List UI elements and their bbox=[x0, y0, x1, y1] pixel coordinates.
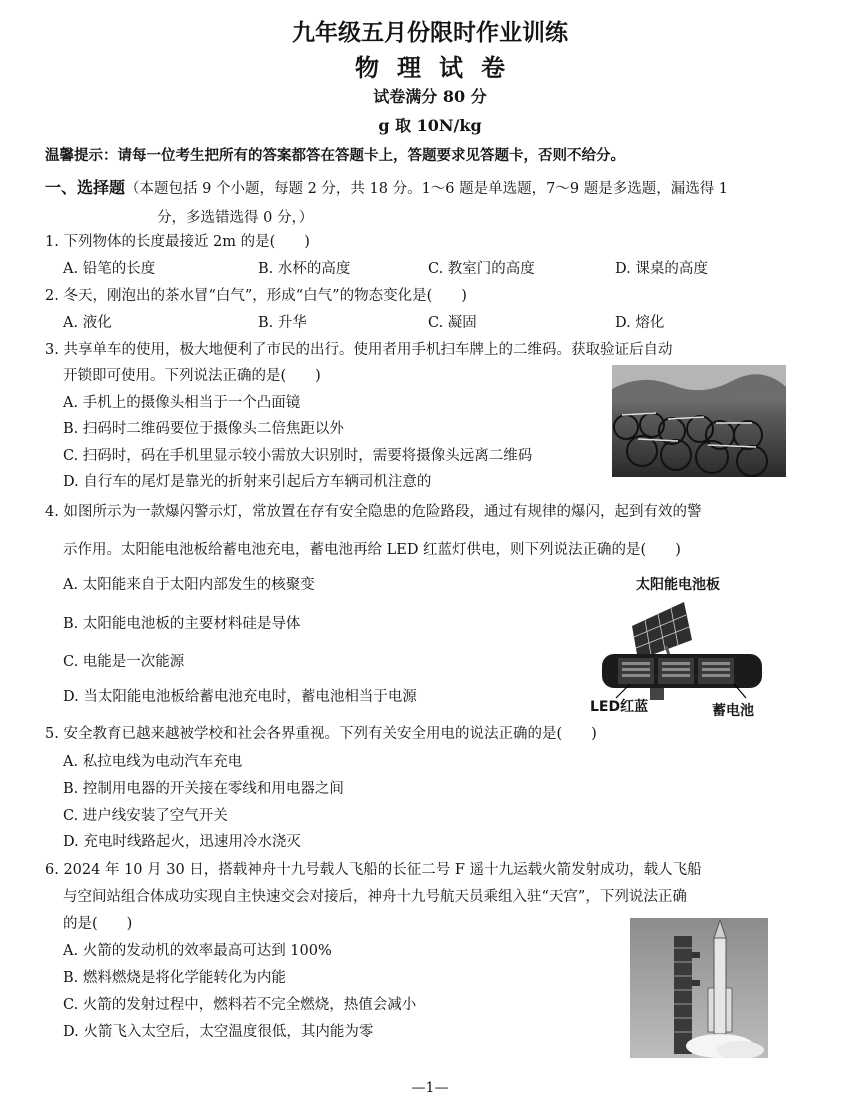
solar-panel-label: 太阳能电池板 bbox=[636, 577, 720, 593]
rocket-launch-photo bbox=[630, 918, 768, 1058]
q2-option-c: C. 凝固 bbox=[428, 315, 477, 331]
q4-option-a: A. 太阳能来自于太阳内部发生的核聚变 bbox=[63, 577, 315, 593]
q6-option-d: D. 火箭飞入太空后，太空温度很低，其内能为零 bbox=[63, 1024, 374, 1040]
q4-option-c: C. 电能是一次能源 bbox=[63, 654, 185, 670]
q1-option-b: B. 水杯的高度 bbox=[258, 261, 351, 277]
q3-option-b: B. 扫码时二维码要位于摄像头二倍焦距以外 bbox=[63, 421, 344, 437]
section-desc-2: 分，多选错选得 0 分，） bbox=[157, 210, 314, 226]
q6-option-a: A. 火箭的发动机的效率最高可达到 100% bbox=[63, 943, 332, 959]
question-4-stem-2: 示作用。太阳能电池板给蓄电池充电，蓄电池再给 LED 红蓝灯供电，则下列说法正确的是( ) bbox=[63, 542, 681, 558]
section-desc-1: （本题包括 9 个小题，每题 2 分，共 18 分。1～6 题是单选题，7～9 题是多选题，漏选得 1 bbox=[125, 181, 729, 197]
warning-light-figure bbox=[596, 596, 776, 700]
shared-bikes-photo bbox=[612, 365, 786, 477]
page-number: —1— bbox=[411, 1080, 449, 1096]
q1-option-c: C. 教室门的高度 bbox=[428, 261, 535, 277]
question-6-stem-1: 6. 2024 年 10 月 30 日，搭载神舟十九号载人飞船的长征二号 F 遥十九运载火箭发射成功，载人飞船 bbox=[45, 862, 702, 878]
question-2-stem: 2. 冬天，刚泡出的茶水冒“白气”，形成“白气”的物态变化是( ) bbox=[45, 288, 467, 304]
q5-option-d: D. 充电时线路起火，迅速用冷水浇灭 bbox=[63, 834, 301, 850]
question-6-stem-3: 的是( ) bbox=[63, 916, 133, 932]
q5-option-b: B. 控制用电器的开关接在零线和用电器之间 bbox=[63, 781, 344, 797]
exam-title: 九年级五月份限时作业训练 bbox=[292, 19, 568, 46]
section-heading bbox=[45, 173, 805, 233]
subject-title: 物理试卷 bbox=[355, 53, 523, 82]
question-5-stem: 5. 安全教育已越来越被学校和社会各界重视。下列有关安全用电的说法正确的是( ) bbox=[45, 726, 597, 742]
section-title: 一、选择题 bbox=[45, 178, 126, 197]
q3-option-a: A. 手机上的摄像头相当于一个凸面镜 bbox=[63, 395, 301, 411]
question-6-stem-2: 与空间站组合体成功实现自主快速交会对接后，神舟十九号航天员乘组入驻“天宫”，下列说法正确 bbox=[63, 889, 687, 905]
notice: 温馨提示：请每一位考生把所有的答案都答在答题卡上，答题要求见答题卡，否则不给分。 bbox=[45, 147, 625, 164]
q6-option-c: C. 火箭的发射过程中，燃料若不完全燃烧，热值会减小 bbox=[63, 997, 417, 1013]
q1-option-d: D. 课桌的高度 bbox=[615, 261, 708, 277]
q3-option-c: C. 扫码时，码在手机里显示较小需放大识别时，需要将摄像头远离二维码 bbox=[63, 448, 533, 464]
q3-option-d: D. 自行车的尾灯是靠光的折射来引起后方车辆司机注意的 bbox=[63, 474, 432, 490]
battery-label: 蓄电池 bbox=[712, 703, 754, 719]
question-1-stem: 1. 下列物体的长度最接近 2m 的是( ) bbox=[45, 234, 310, 250]
question-3-stem-2: 开锁即可使用。下列说法正确的是( ) bbox=[63, 368, 321, 384]
g-value: g 取 10N/kg bbox=[378, 116, 482, 135]
q4-option-b: B. 太阳能电池板的主要材料硅是导体 bbox=[63, 616, 301, 632]
full-score: 试卷满分 80 分 bbox=[373, 87, 487, 106]
q6-option-b: B. 燃料燃烧是将化学能转化为内能 bbox=[63, 970, 286, 986]
q2-option-a: A. 液化 bbox=[63, 315, 112, 331]
q5-option-c: C. 进户线安装了空气开关 bbox=[63, 808, 228, 824]
led-label: LED红蓝 bbox=[590, 699, 649, 715]
q2-option-d: D. 熔化 bbox=[615, 315, 665, 331]
q4-option-d: D. 当太阳能电池板给蓄电池充电时，蓄电池相当于电源 bbox=[63, 689, 417, 705]
q5-option-a: A. 私拉电线为电动汽车充电 bbox=[63, 754, 243, 770]
question-3-stem-1: 3. 共享单车的使用，极大地便利了市民的出行。使用者用手机扫车牌上的二维码。获取验证后自动 bbox=[45, 342, 673, 358]
question-4-stem-1: 4. 如图所示为一款爆闪警示灯，常放置在存有安全隐患的危险路段，通过有规律的爆闪，起到有效的警 bbox=[45, 504, 702, 520]
q2-option-b: B. 升华 bbox=[258, 315, 307, 331]
q1-option-a: A. 铅笔的长度 bbox=[63, 261, 156, 277]
